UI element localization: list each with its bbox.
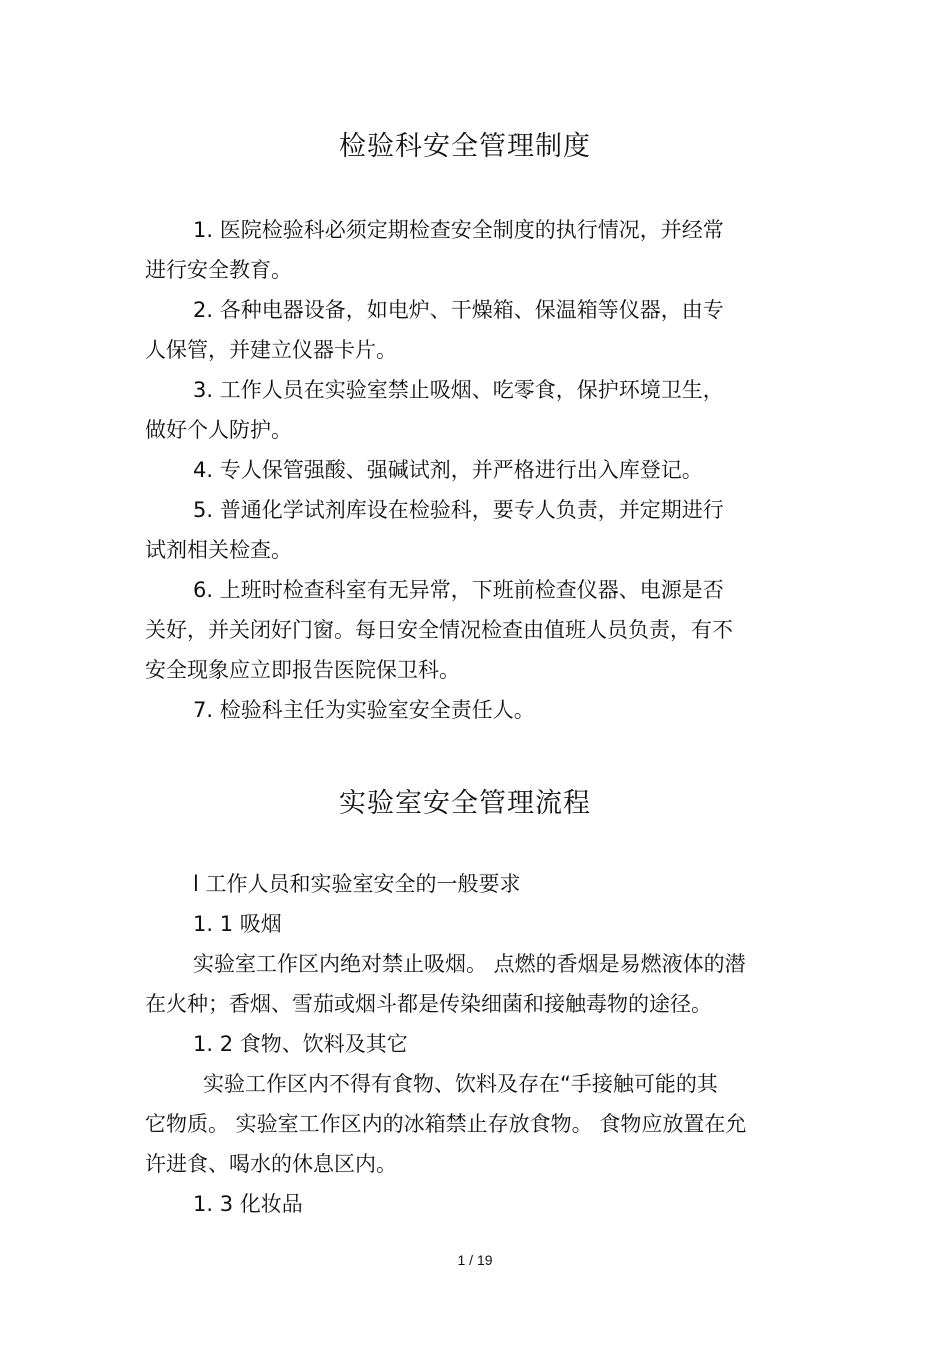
item-1-2-text-line-2: 它物质。 实验室工作区内的冰箱禁止存放食物。 食物应放置在允 <box>145 1112 747 1136</box>
rule-7-line-1: 7. 检验科主任为实验室安全责任人。 <box>193 698 535 722</box>
rule-5-line-2: 试剂相关检查。 <box>145 538 292 562</box>
rule-6-line-3: 安全现象应立即报告医院保卫科。 <box>145 658 460 682</box>
section-title: 实验室安全管理流程 <box>339 788 591 819</box>
rule-4-line-1: 4. 专人保管强酸、强碱试剂，并严格进行出入库登记。 <box>193 458 703 482</box>
item-1-1-text-line-1: 实验室工作区内绝对禁止吸烟。 点燃的香烟是易燃液体的潜 <box>193 952 746 976</box>
rule-6-line-2: 关好，并关闭好门窗。每日安全情况检查由值班人员负责，有不 <box>145 618 733 642</box>
rule-6-line-1: 6. 上班时检查科室有无异常，下班前检查仪器、电源是否 <box>193 578 724 602</box>
rule-3-line-2: 做好个人防护。 <box>145 418 292 442</box>
rule-3-line-1: 3. 工作人员在实验室禁止吸烟、吃零食，保护环境卫生， <box>193 378 724 402</box>
item-1-2-text-line-3: 许进食、喝水的休息区内。 <box>145 1152 397 1176</box>
page-number: 1 / 19 <box>457 1252 493 1268</box>
item-1-1-heading: 1. 1 吸烟 <box>193 912 282 936</box>
rule-5-line-1: 5. 普通化学试剂库设在检验科，要专人负责，并定期进行 <box>193 498 724 522</box>
item-1-3-heading: 1. 3 化妆品 <box>193 1192 303 1216</box>
item-1-1-text-line-2: 在火种；香烟、雪茄或烟斗都是传染细菌和接触毒物的途径。 <box>145 992 712 1016</box>
rule-1-line-2: 进行安全教育。 <box>145 258 292 282</box>
rule-2-line-2: 人保管，并建立仪器卡片。 <box>145 338 397 362</box>
item-1-2-heading: 1. 2 食物、饮料及其它 <box>193 1032 408 1056</box>
item-1-2-text-line-1: 实验工作区内不得有食物、饮料及存在“手接触可能的其 <box>203 1072 718 1096</box>
section-heading: l 工作人员和实验室安全的一般要求 <box>193 872 521 896</box>
rule-1-line-1: 1. 医院检验科必须定期检查安全制度的执行情况，并经常 <box>193 218 724 242</box>
document-title: 检验科安全管理制度 <box>339 131 591 162</box>
rule-2-line-1: 2. 各种电器设备，如电炉、干燥箱、保温箱等仪器，由专 <box>193 298 724 322</box>
